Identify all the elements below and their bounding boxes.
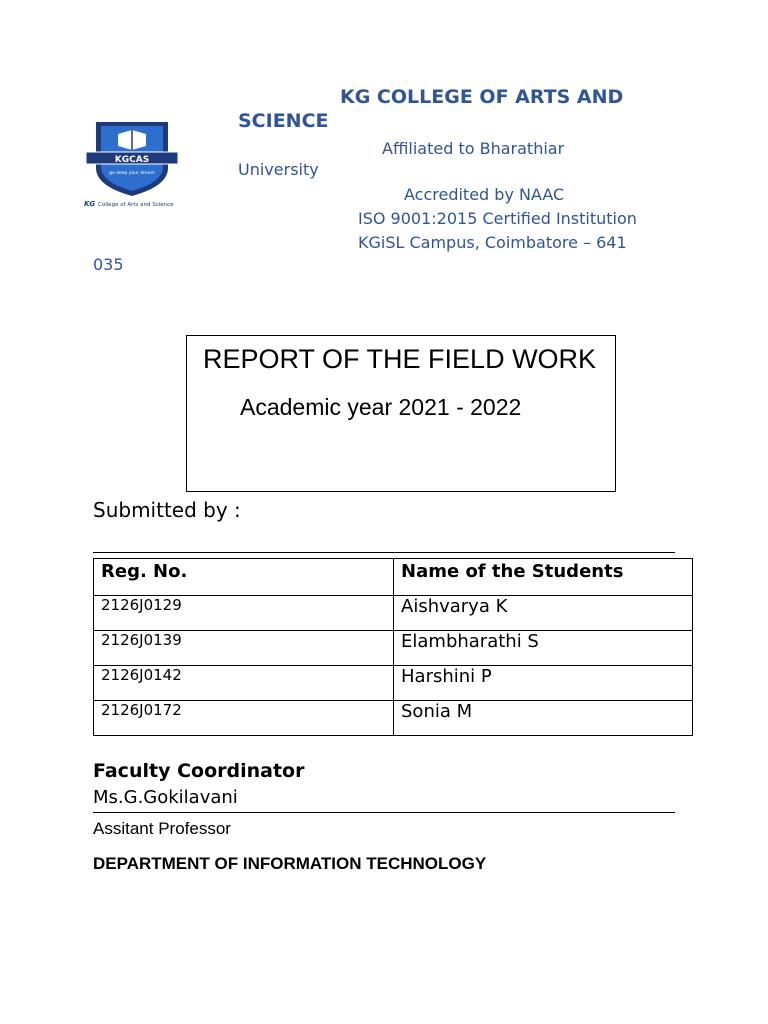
reg-no-cell: 2126J0139 [94,631,394,666]
submitted-by-label: Submitted by : [93,498,241,522]
student-name-cell: Elambharathi S [394,631,693,666]
certification: ISO 9001:2015 Certified Institution [358,209,637,228]
table-row [94,666,693,701]
faculty-name: Ms.G.Gokilavani [93,787,238,808]
report-title: REPORT OF THE FIELD WORK [203,344,597,374]
logo-motto: go deep your dream [109,171,155,176]
shield-emblem-icon [68,116,199,210]
reg-no-cell: 2126J0129 [94,596,394,631]
student-name-cell: Sonia M [394,701,693,736]
logo-caption-prefix: KG [84,200,96,208]
reg-no-cell: 2126J0172 [94,701,394,736]
department-name: DEPARTMENT OF INFORMATION TECHNOLOGY [93,854,487,873]
column-header-reg-no: Reg. No. [94,559,394,596]
faculty-divider-line [93,812,675,813]
table-row [94,701,693,736]
accreditation: Accredited by NAAC [404,185,565,204]
college-name-line1: KG COLLEGE OF ARTS AND [340,86,624,108]
column-header-student-name: Name of the Students [394,559,693,596]
address-line1: KGiSL Campus, Coimbatore – 641 [358,233,627,252]
students-table [93,558,693,736]
logo-caption: College of Arts and Science [98,202,174,208]
affiliation-line1: Affiliated to Bharathiar [382,139,565,158]
table-row [94,596,693,631]
reg-no-cell: 2126J0142 [94,666,394,701]
table-header-row [94,559,693,596]
student-name-cell: Aishvarya K [394,596,693,631]
logo-badge-text: KGCAS [114,155,150,165]
faculty-coordinator-label: Faculty Coordinator [93,760,305,782]
faculty-designation: Assitant Professor [93,819,231,838]
academic-year: Academic year 2021 - 2022 [240,394,522,420]
student-name-cell: Harshini P [394,666,693,701]
college-logo [68,116,199,210]
affiliation-line2: University [238,160,319,179]
address-line2: 035 [93,255,124,274]
table-row [94,631,693,666]
divider-line [93,552,675,553]
college-name-line2: SCIENCE [238,110,329,132]
